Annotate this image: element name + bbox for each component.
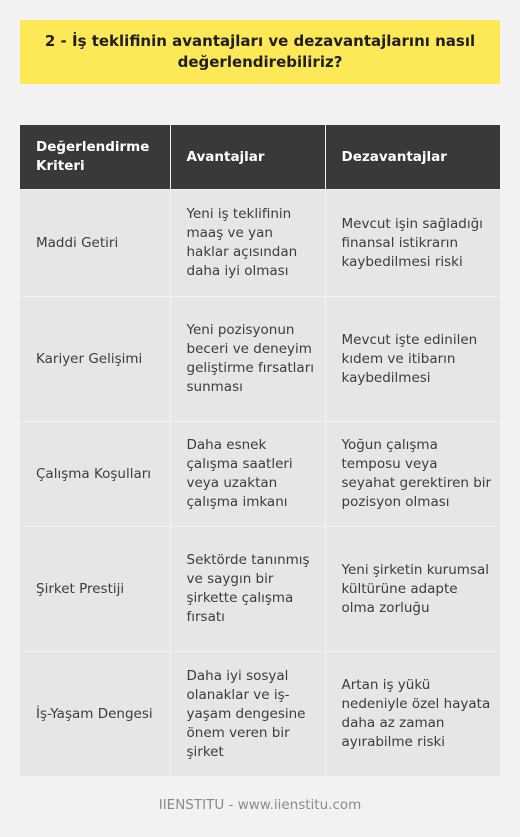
title-banner — [20, 20, 500, 84]
table-header-row — [20, 125, 500, 190]
disadvantage-cell: Mevcut işin sağladığı finansal istikrarın kaybedilmesi riski — [325, 190, 500, 297]
header-criteria: Değerlendirme Kriteri — [20, 125, 170, 190]
header-advantages: Avantajlar — [170, 125, 325, 190]
advantage-cell: Yeni pozisyonun beceri ve deneyim geliştirme fırsatları sunması — [170, 297, 325, 422]
disadvantage-cell: Mevcut işte edinilen kıdem ve itibarın kaybedilmesi — [325, 297, 500, 422]
table-row — [20, 422, 500, 527]
disadvantage-cell: Yoğun çalışma temposu veya seyahat gerektiren bir pozisyon olması — [325, 422, 500, 527]
table-row — [20, 652, 500, 777]
criteria-cell: İş-Yaşam Dengesi — [20, 652, 170, 777]
table-row — [20, 297, 500, 422]
criteria-cell: Şirket Prestiji — [20, 527, 170, 652]
table-row — [20, 527, 500, 652]
advantage-cell: Daha esnek çalışma saatleri veya uzaktan çalışma imkanı — [170, 422, 325, 527]
advantage-cell: Daha iyi sosyal olanaklar ve iş-yaşam dengesine önem veren bir şirket — [170, 652, 325, 777]
disadvantage-cell: Artan iş yükü nedeniyle özel hayata daha az zaman ayırabilme riski — [325, 652, 500, 777]
header-disadvantages: Dezavantajlar — [325, 125, 500, 190]
table-row — [20, 190, 500, 297]
footer-credit: IIENSTITU - www.iienstitu.com — [158, 797, 362, 813]
criteria-cell: Kariyer Gelişimi — [20, 297, 170, 422]
advantage-cell: Yeni iş teklifinin maaş ve yan haklar açısından daha iyi olması — [170, 190, 325, 297]
page-title: 2 - İş teklifinin avantajları ve dezavantajlarını nasıl değerlendirebiliriz? — [44, 32, 476, 71]
criteria-cell: Çalışma Koşulları — [20, 422, 170, 527]
criteria-cell: Maddi Getiri — [20, 190, 170, 297]
advantage-cell: Sektörde tanınmış ve saygın bir şirkette çalışma fırsatı — [170, 527, 325, 652]
disadvantage-cell: Yeni şirketin kurumsal kültürüne adapte olma zorluğu — [325, 527, 500, 652]
comparison-table — [20, 125, 500, 776]
